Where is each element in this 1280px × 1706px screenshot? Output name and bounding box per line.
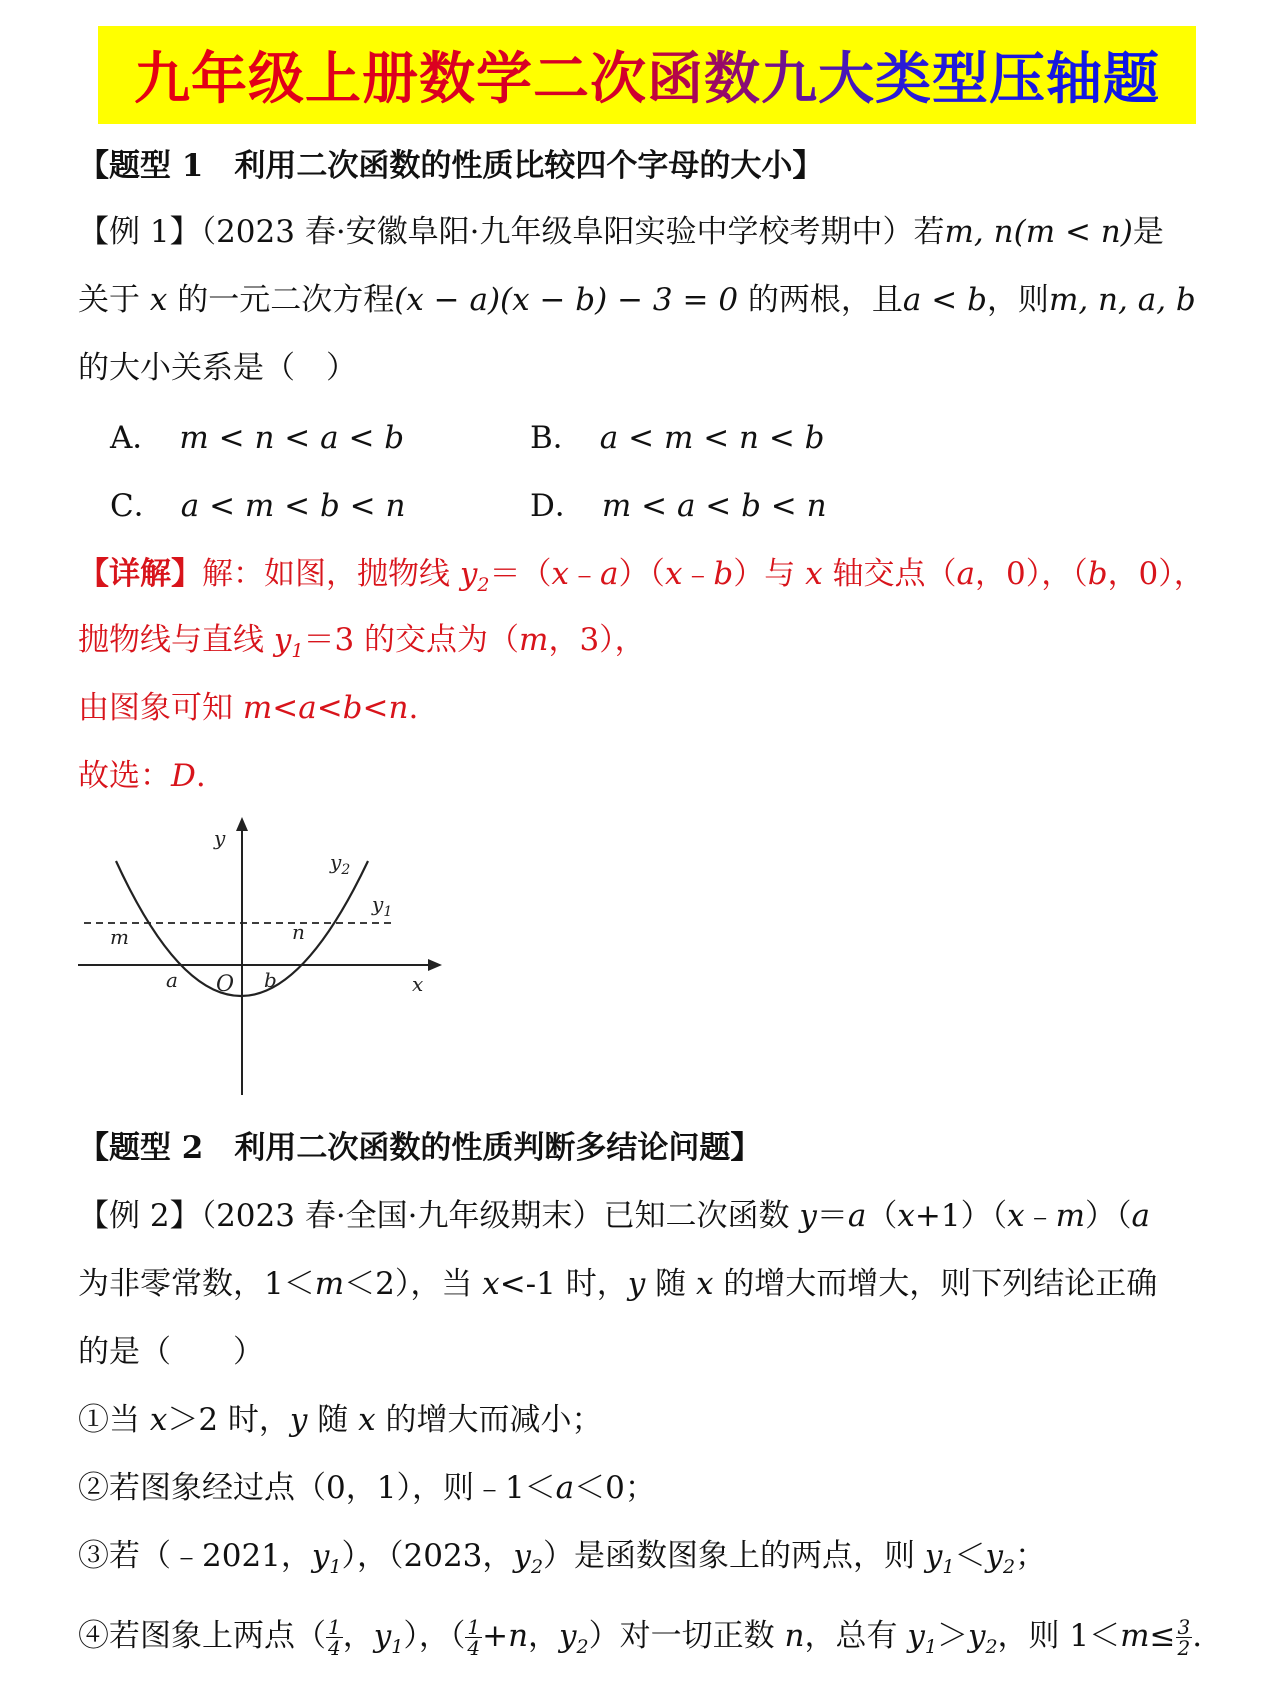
math-var: a xyxy=(956,556,975,592)
x-axis-arrow xyxy=(428,959,442,971)
example1-equation: (x − a)(x − b) − 3 = 0 xyxy=(394,282,739,318)
fraction-denominator: 4 xyxy=(467,1636,481,1660)
math-var: y xyxy=(373,1618,392,1654)
example1-text: ，则 xyxy=(986,282,1049,318)
math-var: y xyxy=(907,1618,925,1654)
y-axis-label: y xyxy=(214,826,226,850)
math-var: D xyxy=(171,758,196,794)
solution-text: ）（ xyxy=(618,556,665,592)
example1-roots: m, n(m < n) xyxy=(944,214,1133,250)
math-var: x xyxy=(149,1402,168,1438)
math-var: x xyxy=(664,556,683,592)
solution-text: 解：如图，抛物线 xyxy=(202,556,460,592)
parabola-graph xyxy=(70,815,450,1105)
conclusion-4 xyxy=(78,1606,1202,1677)
example2-text: ）对一切正数 xyxy=(588,1618,785,1654)
solution-text: ，0），（ xyxy=(974,556,1088,592)
math-sub: 2 xyxy=(576,1636,589,1659)
example2-text: 为非零常数，1＜ xyxy=(78,1266,315,1302)
example2-text: ， xyxy=(342,1618,374,1654)
math-sub: 1 xyxy=(291,640,304,663)
math-var: y xyxy=(273,622,292,658)
example2-text: ≤ xyxy=(1149,1618,1176,1654)
solution-text: 故选： xyxy=(78,758,171,794)
example2-text: ，总有 xyxy=(804,1618,908,1654)
x-axis-label: x xyxy=(412,972,424,996)
math-var: x xyxy=(149,282,168,318)
conclusion-1 xyxy=(78,1400,603,1440)
solution-text: 轴交点（ xyxy=(822,556,957,592)
curve-label: $y_2$ xyxy=(330,850,351,878)
option-letter: C． xyxy=(110,488,165,524)
example2-text: ），（2023， xyxy=(341,1538,514,1574)
example2-tag: 【例 2】 xyxy=(78,1198,201,1234)
math-var: y xyxy=(967,1618,986,1654)
example2-text: ＞ xyxy=(936,1618,968,1654)
section-heading-type1: 【题型 1 利用二次函数的性质比较四个字母的大小】 xyxy=(78,148,824,184)
math-var: m xyxy=(1055,1198,1085,1234)
option-a[interactable] xyxy=(110,418,404,458)
option-expr: a < m < n < b xyxy=(599,420,825,456)
line-label: $y_1$ xyxy=(372,892,393,920)
math-var: a xyxy=(599,556,619,592)
example1-line3: 的大小关系是（ ） xyxy=(78,350,357,386)
math-sub: 1 xyxy=(391,1636,404,1659)
fraction-numerator: 1 xyxy=(467,1615,481,1639)
fraction xyxy=(1176,1617,1193,1658)
fraction-denominator: 2 xyxy=(1177,1636,1191,1660)
solution1-line2 xyxy=(78,620,646,671)
point-m-label: m xyxy=(110,925,129,949)
fraction xyxy=(326,1617,343,1658)
solution-text: ＝3 的交点为（ xyxy=(303,622,520,658)
example2-text: ＞2 时， xyxy=(167,1402,290,1438)
example2-text: 随 xyxy=(645,1266,696,1302)
math-var: a xyxy=(847,1198,867,1234)
point-a-label: a xyxy=(166,968,178,992)
solution-text: 抛物线与直线 xyxy=(78,622,274,658)
math-var: y xyxy=(924,1538,943,1574)
math-var: y xyxy=(799,1198,817,1234)
math-sub: 2 xyxy=(985,1636,998,1659)
example1-line1 xyxy=(78,212,1164,252)
example1-tag: 【例 1】 xyxy=(78,214,201,250)
solution-text: . xyxy=(195,758,206,794)
solution1-line4 xyxy=(78,756,206,796)
origin-label: O xyxy=(216,972,235,997)
example2-text: ＜ xyxy=(954,1538,986,1574)
math-var: n xyxy=(784,1618,805,1654)
example2-text: 随 xyxy=(307,1402,359,1438)
conclusion-2 xyxy=(78,1468,656,1508)
example1-text: 的两根，且 xyxy=(738,282,903,318)
example2-text: + xyxy=(482,1618,509,1654)
solution1-line1 xyxy=(78,554,1205,605)
option-letter: B． xyxy=(530,420,584,456)
solution-text: ﹣ xyxy=(568,556,600,592)
math-var: n xyxy=(508,1618,529,1654)
option-expr: m < a < b < n xyxy=(601,488,827,524)
example2-text: 的增大而减小； xyxy=(375,1402,603,1438)
example1-source: （2023 春·安徽阜阳·九年级阜阳实验中学校考期中）若 xyxy=(200,214,945,250)
math-var: b xyxy=(1087,556,1108,592)
example2-text: 的增大而增大，则下列结论正确 xyxy=(713,1266,1158,1302)
example2-text: ＜0； xyxy=(574,1470,656,1506)
math-expr: a < b xyxy=(902,282,987,318)
solution-text: ，3）， xyxy=(548,622,646,658)
solution-text: . xyxy=(408,690,419,726)
math-sub: 1 xyxy=(942,1556,955,1579)
fraction-denominator: 4 xyxy=(328,1636,341,1660)
math-var: y xyxy=(985,1538,1004,1574)
math-var: y xyxy=(311,1538,330,1574)
math-sub: 1 xyxy=(924,1636,937,1659)
math-var: a xyxy=(555,1470,575,1506)
solution1-line3 xyxy=(78,688,418,728)
math-var: x xyxy=(695,1266,714,1302)
math-var: y xyxy=(459,556,478,592)
example2-line3: 的是（ ） xyxy=(78,1334,264,1370)
fraction-numerator: 1 xyxy=(328,1615,341,1639)
math-sub: 2 xyxy=(1003,1556,1016,1579)
example1-text: 关于 xyxy=(78,282,150,318)
example1-line2 xyxy=(78,280,1196,320)
example2-text: ＝ xyxy=(816,1198,848,1234)
math-var: m xyxy=(314,1266,345,1302)
example2-text: . xyxy=(1192,1618,1203,1654)
option-c[interactable] xyxy=(110,486,405,526)
y-axis-arrow xyxy=(236,817,248,831)
example2-text: ①当 xyxy=(78,1402,150,1438)
example2-text: ④若图象上两点（ xyxy=(78,1618,326,1654)
example2-text: ； xyxy=(1015,1538,1047,1574)
example1-text: 的一元二次方程 xyxy=(167,282,395,318)
solution-text: ﹣ xyxy=(682,556,714,592)
fraction-numerator: 3 xyxy=(1177,1615,1191,1639)
option-letter: D． xyxy=(530,488,586,524)
example2-text: ＜2），当 xyxy=(344,1266,483,1302)
math-sub: 1 xyxy=(329,1556,342,1579)
math-var: m xyxy=(519,622,549,658)
math-expr: m<a<b<n xyxy=(242,690,409,726)
math-var: y xyxy=(289,1402,308,1438)
conclusion-3 xyxy=(78,1536,1046,1587)
option-expr: m < n < a < b xyxy=(179,420,405,456)
math-var: y xyxy=(559,1618,577,1654)
option-d[interactable] xyxy=(530,486,827,526)
example2-text: ②若图象经过点（0，1），则﹣1＜ xyxy=(78,1470,556,1506)
point-n-label: n xyxy=(292,920,305,944)
example1-text: 是 xyxy=(1132,214,1164,250)
math-var: a xyxy=(1131,1198,1150,1234)
point-b-label: b xyxy=(264,968,277,992)
math-var: x xyxy=(482,1266,500,1302)
math-var: x xyxy=(358,1402,376,1438)
fraction xyxy=(465,1617,482,1658)
example2-text: +1）（ xyxy=(914,1198,1008,1234)
math-var: b xyxy=(713,556,734,592)
math-sub: 2 xyxy=(477,574,490,597)
example2-text: （ xyxy=(866,1198,898,1234)
option-expr: a < m < b < n xyxy=(180,488,406,524)
math-var: x xyxy=(805,556,823,592)
example2-text: ）（ xyxy=(1084,1198,1132,1234)
math-expr: m, n, a, b xyxy=(1048,282,1196,318)
section-heading-type2: 【题型 2 利用二次函数的性质判断多结论问题】 xyxy=(78,1130,762,1166)
option-letter: A． xyxy=(110,420,164,456)
solution-text: 由图象可知 xyxy=(78,690,243,726)
example2-text: ﹣ xyxy=(1024,1198,1056,1234)
option-b[interactable] xyxy=(530,418,825,458)
math-var: x xyxy=(1007,1198,1025,1234)
math-var: y xyxy=(513,1538,531,1574)
example2-text: ， xyxy=(528,1618,560,1654)
solution-text: ＝（ xyxy=(489,556,552,592)
example2-line1 xyxy=(78,1196,1150,1236)
solution-text: ，0）， xyxy=(1107,556,1205,592)
title-banner xyxy=(98,26,1196,124)
example2-text: ③若（﹣2021， xyxy=(78,1538,312,1574)
solution-text: ）与 xyxy=(733,556,806,592)
math-var: m xyxy=(1120,1618,1150,1654)
example2-line2 xyxy=(78,1264,1157,1304)
solution-tag: 【详解】 xyxy=(78,556,202,592)
page-title: 九年级上册数学二次函数九大类型压轴题 xyxy=(134,35,1160,115)
math-var: x xyxy=(897,1198,915,1234)
example2-text: （2023 春·全国·九年级期末）已知二次函数 xyxy=(200,1198,800,1234)
example2-text: ，则 1＜ xyxy=(997,1618,1121,1654)
math-var: x xyxy=(551,556,569,592)
example2-text: ），（ xyxy=(403,1618,466,1654)
math-var: y xyxy=(627,1266,646,1302)
math-sub: 2 xyxy=(530,1556,544,1579)
example2-text: <-1 时， xyxy=(499,1266,628,1302)
example2-text: ）是函数图象上的两点，则 xyxy=(543,1538,925,1574)
